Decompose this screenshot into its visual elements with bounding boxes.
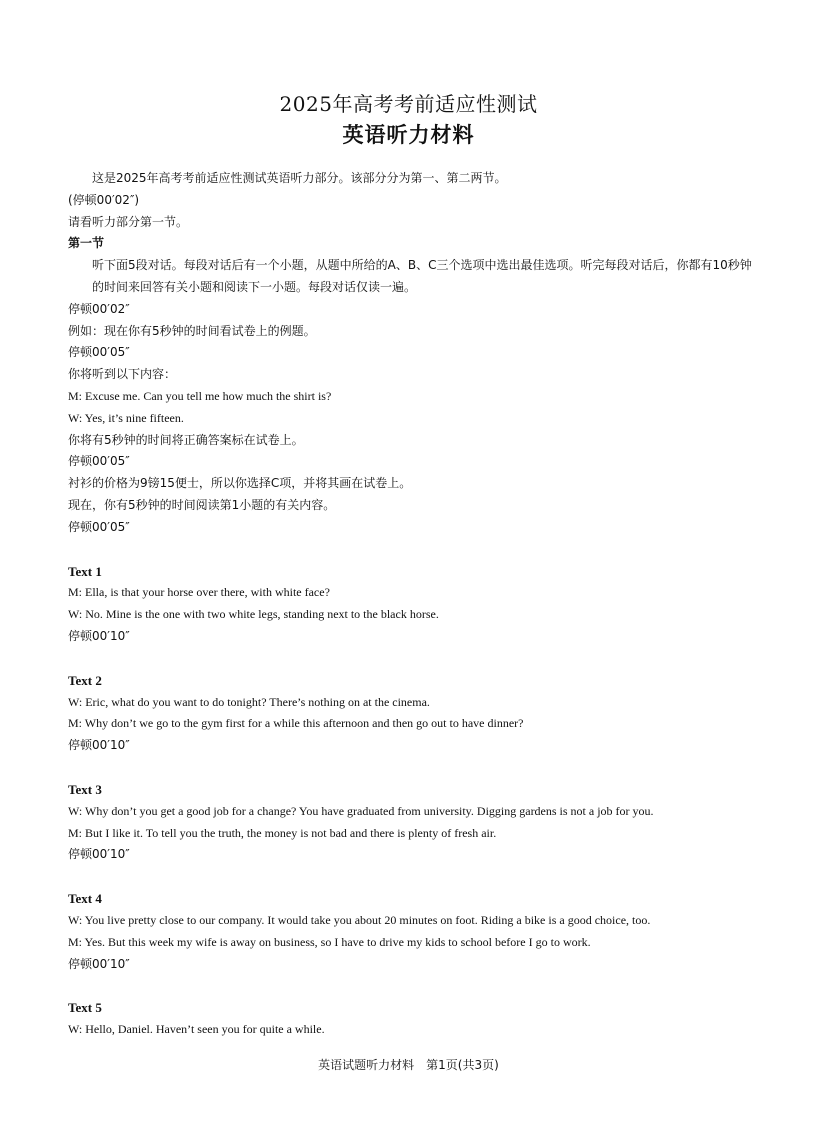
will-hear-line: 你将听到以下内容： [68, 367, 177, 382]
page-footer: 英语试题听力材料 第1页(共3页) [318, 1058, 499, 1072]
page-subtitle: 英语听力材料 [342, 123, 475, 147]
read-question-line: 现在，你有5秒钟的时间阅读第1小题的有关内容。 [68, 497, 336, 512]
dialogue-line: M: Why don’t we go to the gym first for a while this afternoon and then go out to have dinner? [68, 716, 524, 731]
dialogue-line: M: Ella, is that your horse over there, with white face? [68, 585, 330, 600]
dialogue-line: W: Hello, Daniel. Haven’t seen you for quite a while. [68, 1022, 325, 1037]
document-body [68, 168, 758, 1041]
dialogue-line: M: Yes. But this week my wife is away on business, so I have to drive my kids to school before I go to work. [68, 934, 591, 949]
dialogue-line: W: No. Mine is the one with two white legs, standing next to the black horse. [68, 607, 439, 622]
pause-marker: 停顿00′02″ [68, 301, 130, 316]
page-title: 2025年高考考前适应性测试 [279, 92, 538, 116]
example-explanation: 衬衫的价格为9镑15便士，所以你选择C项，并将其画在试卷上。 [68, 476, 412, 491]
example-dialogue-w: W: Yes, it’s nine fifteen. [68, 410, 184, 425]
section-heading: 第一节 [68, 236, 105, 251]
dialogue-line: W: Why don’t you get a good job for a change? You have graduated from university. Digging gardens is not a job for you. [68, 803, 654, 818]
pause-marker: (停顿00′02″) [68, 192, 140, 207]
intro-line: 请看听力部分第一节。 [68, 214, 189, 229]
mark-answer-line: 你将有5秒钟的时间将正确答案标在试卷上。 [68, 432, 304, 447]
dialogue-line: M: But I like it. To tell you the truth, the money is not bad and there is plenty of fresh air. [68, 825, 497, 840]
pause-marker: 停顿00′10″ [68, 738, 130, 753]
text-heading: Text 5 [68, 1000, 102, 1016]
pause-marker: 停顿00′05″ [68, 345, 130, 360]
pause-marker: 停顿00′05″ [68, 454, 130, 469]
dialogue-line: W: Eric, what do you want to do tonight? There’s nothing on at the cinema. [68, 694, 430, 709]
text-heading: Text 1 [68, 563, 102, 579]
text-heading: Text 3 [68, 781, 102, 797]
text-heading: Text 4 [68, 891, 102, 907]
example-dialogue-m: M: Excuse me. Can you tell me how much the shirt is? [68, 388, 332, 403]
pause-marker: 停顿00′10″ [68, 847, 130, 862]
intro-line: 这是2025年高考考前适应性测试英语听力部分。该部分分为第一、第二两节。 [92, 171, 507, 185]
dialogue-line: W: You live pretty close to our company. It would take you about 20 minutes on foot. Riding a bike is a good choice, too. [68, 912, 651, 927]
pause-marker: 停顿00′05″ [68, 519, 130, 534]
section-instructions: 听下面5段对话。每段对话后有一个小题，从题中所给的A、B、C三个选项中选出最佳选项。听完每段对话后，你都有10秒钟的时间来回答有关小题和阅读下一小题。每段对话仅读一遍。 [92, 258, 752, 294]
text-heading: Text 2 [68, 672, 102, 688]
example-intro: 例如：现在你有5秒钟的时间看试卷上的例题。 [68, 323, 316, 338]
pause-marker: 停顿00′10″ [68, 956, 130, 971]
pause-marker: 停顿00′10″ [68, 628, 130, 643]
